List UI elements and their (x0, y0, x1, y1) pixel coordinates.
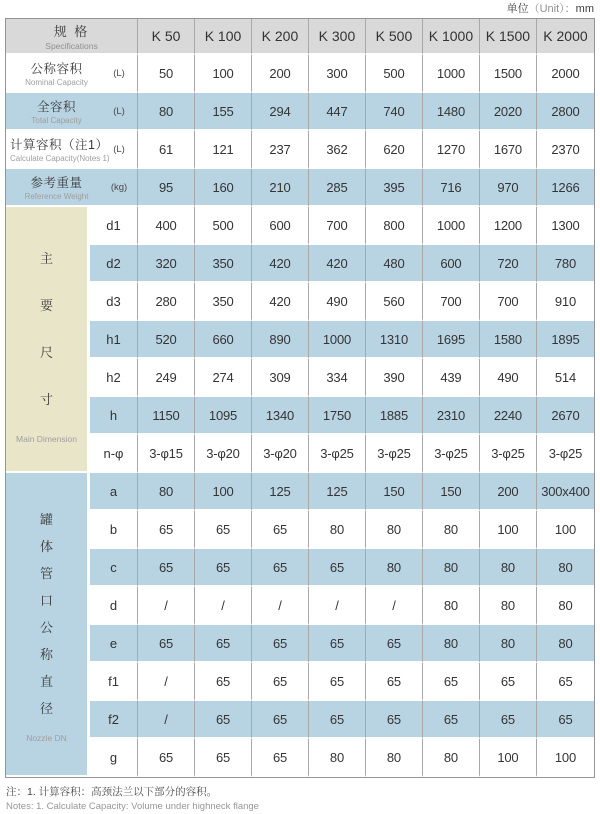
table-cell: 65 (252, 739, 309, 777)
row-key: h2 (90, 359, 138, 397)
table-cell: 2020 (480, 93, 537, 131)
table-cell: / (309, 587, 366, 625)
specifications-header-cn: 规 格 (53, 24, 90, 39)
table-cell: 514 (537, 359, 594, 397)
section-label-char: 罐 (39, 512, 53, 527)
column-header-k50: K 50 (138, 19, 195, 55)
row-unit: (L) (113, 143, 125, 155)
table-cell: 125 (309, 473, 366, 511)
table-cell: 780 (537, 245, 594, 283)
table-cell: 65 (309, 625, 366, 663)
table-cell: 1000 (309, 321, 366, 359)
row-label-cell (6, 93, 138, 131)
table-cell: 390 (366, 359, 423, 397)
table-cell: 600 (252, 207, 309, 245)
column-header-k2000: K 2000 (537, 19, 594, 55)
table-cell: 100 (537, 739, 594, 777)
table-row (6, 739, 594, 777)
table-cell: 65 (138, 739, 195, 777)
table-cell: 600 (423, 245, 480, 283)
table-cell: 65 (537, 701, 594, 739)
table-cell: 3-φ25 (423, 435, 480, 473)
section-label-char: 口 (39, 593, 53, 608)
table-cell: 740 (366, 93, 423, 131)
footnotes (5, 778, 595, 814)
table-cell: 3-φ25 (366, 435, 423, 473)
table-cell: 80 (309, 511, 366, 549)
table-cell: 80 (366, 739, 423, 777)
table-cell: 65 (195, 511, 252, 549)
row-key: g (90, 739, 138, 777)
table-cell: 65 (138, 511, 195, 549)
row-label-stack (10, 59, 103, 87)
table-cell: 65 (366, 625, 423, 663)
table-cell: 700 (480, 283, 537, 321)
table-cell: 620 (366, 131, 423, 169)
table-cell: 65 (309, 549, 366, 587)
column-header-k1500: K 1500 (480, 19, 537, 55)
table-cell: 80 (423, 511, 480, 549)
table-cell: 2310 (423, 397, 480, 435)
table-cell: 210 (252, 169, 309, 207)
table-cell: / (138, 663, 195, 701)
table-cell: 300 (309, 55, 366, 93)
row-label-stack (10, 173, 103, 201)
table-cell: 1480 (423, 93, 480, 131)
table-cell: 660 (195, 321, 252, 359)
row-label-cell (6, 55, 138, 93)
table-cell: 80 (138, 473, 195, 511)
row-unit: (L) (113, 105, 125, 117)
section-label-char: 称 (39, 647, 53, 662)
row-key: d2 (90, 245, 138, 283)
table-cell: 2240 (480, 397, 537, 435)
table-cell: 334 (309, 359, 366, 397)
table-cell: 1150 (138, 397, 195, 435)
table-cell: 155 (195, 93, 252, 131)
table-cell: 2800 (537, 93, 594, 131)
table-cell: 2670 (537, 397, 594, 435)
row-label-en: Calculate Capacity(Notes 1) (10, 154, 110, 163)
table-cell: 121 (195, 131, 252, 169)
table-row (6, 549, 594, 587)
table-cell: 1750 (309, 397, 366, 435)
table-cell: 1695 (423, 321, 480, 359)
table-row (6, 473, 594, 511)
table-cell: 439 (423, 359, 480, 397)
table-cell: 80 (366, 511, 423, 549)
table-cell: 1000 (423, 55, 480, 93)
table-cell: 65 (195, 701, 252, 739)
table-cell: 300x400 (537, 473, 594, 511)
table-cell: 65 (366, 701, 423, 739)
row-label-stack (10, 135, 110, 163)
table-cell: 890 (252, 321, 309, 359)
table-row (6, 663, 594, 701)
table-cell: 1885 (366, 397, 423, 435)
footnote-cn: 注：1. 计算容积：高颈法兰以下部分的容积。 (6, 786, 218, 798)
table-cell: 700 (423, 283, 480, 321)
table-cell: / (366, 587, 423, 625)
column-header-k500: K 500 (366, 19, 423, 55)
table-cell: 362 (309, 131, 366, 169)
table-cell: 350 (195, 245, 252, 283)
table-row (6, 131, 594, 169)
row-key: h (90, 397, 138, 435)
column-header-k300: K 300 (309, 19, 366, 55)
table-cell: 80 (309, 739, 366, 777)
row-key: h1 (90, 321, 138, 359)
table-row (6, 511, 594, 549)
row-label-cn: 公称容积 (30, 62, 83, 76)
table-row (6, 55, 594, 93)
table-cell: 80 (537, 549, 594, 587)
table-cell: / (195, 587, 252, 625)
specifications-header-cell (6, 19, 138, 55)
row-label-flex (10, 135, 135, 163)
table-cell: 3-φ25 (537, 435, 594, 473)
table-cell: 400 (138, 207, 195, 245)
table-cell: 3-φ25 (480, 435, 537, 473)
table-cell: 1095 (195, 397, 252, 435)
row-label-en: Reference Weight (24, 192, 89, 201)
section-label-cell (6, 207, 90, 473)
unit-label-separator: ： (564, 3, 576, 15)
table-cell: 80 (366, 549, 423, 587)
table-cell: 420 (252, 245, 309, 283)
table-cell: 274 (195, 359, 252, 397)
table-cell: 50 (138, 55, 195, 93)
table-cell: 3-φ20 (195, 435, 252, 473)
table-cell: / (138, 701, 195, 739)
specifications-table (5, 18, 595, 778)
table-cell: 1580 (480, 321, 537, 359)
table-cell: 65 (138, 625, 195, 663)
table-cell: 65 (252, 511, 309, 549)
table-cell: 490 (480, 359, 537, 397)
section-label-en: Nozzle DN (26, 733, 67, 743)
row-label-flex (10, 173, 135, 201)
table-cell: 2370 (537, 131, 594, 169)
table-cell: 80 (423, 587, 480, 625)
section-label-char: 直 (39, 674, 53, 689)
table-cell: 100 (537, 511, 594, 549)
table-row (6, 283, 594, 321)
row-key: d3 (90, 283, 138, 321)
table-header-row (6, 19, 594, 55)
table-cell: 1200 (480, 207, 537, 245)
table-row (6, 435, 594, 473)
column-header-k1000: K 1000 (423, 19, 480, 55)
row-label-cn: 参考重量 (30, 176, 83, 190)
table-cell: 80 (138, 93, 195, 131)
table-cell: 65 (309, 663, 366, 701)
table-cell: 1266 (537, 169, 594, 207)
table-cell: 65 (423, 701, 480, 739)
table-cell: 65 (309, 701, 366, 739)
unit-label (5, 3, 595, 18)
table-cell: 80 (423, 625, 480, 663)
table-cell: 3-φ15 (138, 435, 195, 473)
table-row (6, 321, 594, 359)
table-cell: 3-φ20 (252, 435, 309, 473)
table-cell: 80 (480, 587, 537, 625)
row-key: f1 (90, 663, 138, 701)
table-cell: 280 (138, 283, 195, 321)
table-cell: 1670 (480, 131, 537, 169)
table-cell: 447 (309, 93, 366, 131)
table-cell: 285 (309, 169, 366, 207)
table-cell: 500 (195, 207, 252, 245)
row-label-cell (6, 131, 138, 169)
row-key: b (90, 511, 138, 549)
section-label-cell (6, 473, 90, 777)
table-cell: 700 (309, 207, 366, 245)
section-label-en: Main Dimension (16, 434, 77, 444)
table-cell: 200 (480, 473, 537, 511)
table-cell: 61 (138, 131, 195, 169)
table-cell: 560 (366, 283, 423, 321)
unit-label-en: （Unit） (528, 3, 565, 15)
table-cell: 65 (195, 663, 252, 701)
table-row (6, 625, 594, 663)
row-label-cn: 计算容积（注1） (10, 138, 109, 152)
table-cell: 65 (252, 663, 309, 701)
table-cell: 65 (252, 549, 309, 587)
table-row (6, 587, 594, 625)
table-cell: 716 (423, 169, 480, 207)
section-label-char: 管 (39, 566, 53, 581)
table-row (6, 245, 594, 283)
table-cell: 65 (252, 625, 309, 663)
table-cell: 80 (537, 625, 594, 663)
row-key: d (90, 587, 138, 625)
table-cell: 100 (195, 55, 252, 93)
row-key: f2 (90, 701, 138, 739)
table-row (6, 701, 594, 739)
table-cell: 249 (138, 359, 195, 397)
table-cell: 350 (195, 283, 252, 321)
table-cell: 1340 (252, 397, 309, 435)
row-unit: (L) (113, 67, 125, 79)
section-label-char: 体 (39, 539, 53, 554)
section-label (6, 207, 87, 471)
table-cell: 65 (138, 549, 195, 587)
table-cell: 970 (480, 169, 537, 207)
table-cell: 150 (423, 473, 480, 511)
table-cell: 150 (366, 473, 423, 511)
table-cell: 237 (252, 131, 309, 169)
section-label-char: 尺 (39, 345, 53, 360)
row-label-cn: 全容积 (37, 100, 77, 114)
table-cell: 65 (480, 663, 537, 701)
table-cell: 95 (138, 169, 195, 207)
row-key: e (90, 625, 138, 663)
row-key: d1 (90, 207, 138, 245)
table-cell: 80 (423, 549, 480, 587)
unit-label-value: mm (575, 3, 594, 15)
row-key: c (90, 549, 138, 587)
row-unit: (kg) (110, 181, 128, 193)
table-cell: 65 (366, 663, 423, 701)
table-cell: 500 (366, 55, 423, 93)
table-row (6, 207, 594, 245)
row-label-flex (10, 97, 135, 125)
table-cell: 1310 (366, 321, 423, 359)
section-label-char: 主 (39, 251, 53, 266)
table-cell: 65 (252, 701, 309, 739)
table-cell: 160 (195, 169, 252, 207)
table-cell: 3-φ25 (309, 435, 366, 473)
table-cell: 200 (252, 55, 309, 93)
row-key: a (90, 473, 138, 511)
table-cell: 1000 (423, 207, 480, 245)
table-cell: 125 (252, 473, 309, 511)
row-label-en: Nominal Capacity (25, 78, 88, 87)
row-label-en: Total Capacity (31, 116, 82, 125)
table-row (6, 169, 594, 207)
table-cell: 65 (480, 701, 537, 739)
row-label-flex (10, 59, 135, 87)
table-cell: 80 (480, 625, 537, 663)
section-label-char: 要 (39, 298, 53, 313)
table-cell: 490 (309, 283, 366, 321)
table-cell: 65 (195, 625, 252, 663)
table-cell: 910 (537, 283, 594, 321)
table-cell: 2000 (537, 55, 594, 93)
table-cell: 480 (366, 245, 423, 283)
table-cell: 1895 (537, 321, 594, 359)
table-cell: 720 (480, 245, 537, 283)
table-cell: 309 (252, 359, 309, 397)
footnote-en: Notes: 1. Calculate Capacity: Volume under highneck flange (6, 801, 259, 812)
table-row (6, 93, 594, 131)
specifications-header-en: Specifications (45, 41, 98, 51)
table-cell: 1270 (423, 131, 480, 169)
section-label-char: 寸 (39, 392, 53, 407)
section-label (6, 473, 87, 775)
table-cell: 80 (423, 739, 480, 777)
section-label-char: 径 (39, 701, 53, 716)
table-row (6, 359, 594, 397)
table-cell: 80 (537, 587, 594, 625)
table-cell: / (252, 587, 309, 625)
unit-label-cn: 单位 (506, 3, 529, 15)
row-label-stack (10, 97, 103, 125)
table-cell: 65 (537, 663, 594, 701)
table-cell: 65 (423, 663, 480, 701)
column-header-k200: K 200 (252, 19, 309, 55)
table-cell: 65 (195, 549, 252, 587)
table-cell: 320 (138, 245, 195, 283)
table-cell: / (138, 587, 195, 625)
table-cell: 100 (480, 739, 537, 777)
table-cell: 100 (480, 511, 537, 549)
section-label-char: 公 (39, 620, 53, 635)
table-cell: 100 (195, 473, 252, 511)
row-key: n-φ (90, 435, 138, 473)
table-cell: 800 (366, 207, 423, 245)
table-cell: 420 (252, 283, 309, 321)
table-cell: 520 (138, 321, 195, 359)
column-header-k100: K 100 (195, 19, 252, 55)
table-row (6, 397, 594, 435)
table-cell: 294 (252, 93, 309, 131)
table-cell: 1500 (480, 55, 537, 93)
table-cell: 65 (195, 739, 252, 777)
row-label-cell (6, 169, 138, 207)
table-cell: 420 (309, 245, 366, 283)
table-cell: 395 (366, 169, 423, 207)
table-cell: 1300 (537, 207, 594, 245)
table-cell: 80 (480, 549, 537, 587)
